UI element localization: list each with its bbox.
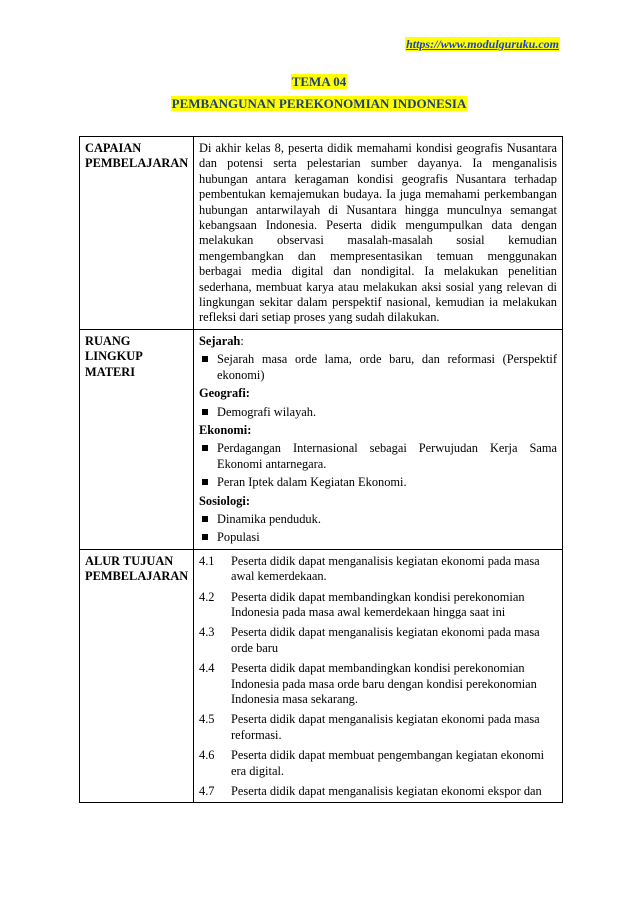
list-item: 4.4 Peserta didik dapat membandingkan kondisi perekonomian Indonesia pada masa orde baru dengan kondisi perekonomian Indonesia masa sekarang. [199,661,537,706]
bullet-square-icon [202,534,208,540]
row-label-ruang-lingkup: RUANG LINGKUP MATERI [80,329,194,549]
table-row-capaian [80,137,563,330]
bullet-square-icon [202,356,208,362]
source-link[interactable]: https://www.modulguruku.com [406,37,559,51]
ekonomi-heading: Ekonomi: [199,422,252,437]
curriculum-table [79,136,563,803]
bullet-square-icon [202,516,208,522]
list-item: 4.7 Peserta didik dapat menganalisis kegiatan ekonomi ekspor dan [199,784,542,799]
geografi-list [199,405,557,420]
list-item: 4.6 Peserta didik dapat membuat pengembangan kegiatan ekonomi era digital. [199,748,545,778]
bullet-square-icon [202,479,208,485]
theme-title: PEMBANGUNAN PEREKONOMIAN INDONESIA [171,96,467,111]
list-item: 4.5 Peserta didik dapat menganalisis kegiatan ekonomi pada masa reformasi. [199,712,540,742]
theme-number: TEMA 04 [291,74,347,89]
list-item: Demografi wilayah. [199,405,557,420]
table-row-alur-tujuan [80,549,563,803]
table-row-ruang-lingkup [80,329,563,549]
ekonomi-list [199,441,557,490]
alur-tujuan-list [199,554,557,800]
list-item: 4.3 Peserta didik dapat menganalisis kegiatan ekonomi pada masa orde baru [199,625,540,655]
list-item: Perdagangan Internasional sebagai Perwujudan Kerja Sama Ekonomi antarnegara. [199,441,557,472]
capaian-text: Di akhir kelas 8, peserta didik memahami kondisi geografis Nusantara dan potensi serta pelestarian sumber dayanya. Ia menganalisis hubungan antara keragaman kondisi geografis Nusantara terhadap pembentukan kemajemukan budaya. Ia juga memahami perkembangan hubungan antarwilayah di Nusantara hingga munculnya semangat kebangsaan Indonesia. Peserta didik mengumpulkan data dengan melakukan observasi masalah-masalah sosial kemudian mengembangkan dan mempresentasikan temuan menggunakan berbagai media digital dan nondigital. Ia melakukan penelitian sederhana, membuat karya atau melakukan aksi sosial yang relevan di lingkungan sekitar dalam perspektif nasional, kemudian ia melakukan refleksi dari setiap proses yang sudah dilakukan. [194,137,563,330]
bullet-square-icon [202,445,208,451]
sosiologi-heading: Sosiologi: [199,493,250,508]
geografi-heading: Geografi: [199,386,250,401]
sejarah-heading: Sejarah: [199,333,244,348]
ruang-lingkup-content [194,329,563,549]
list-item: Dinamika penduduk. [199,512,557,527]
list-item: Peran Iptek dalam Kegiatan Ekonomi. [199,475,557,490]
list-item: 4.1 Peserta didik dapat menganalisis kegiatan ekonomi pada masa awal kemerdekaan. [199,553,540,584]
sosiologi-list [199,512,557,546]
alur-tujuan-content [194,549,563,803]
sejarah-list [199,352,557,383]
list-item: Sejarah masa orde lama, orde baru, dan reformasi (Perspektif ekonomi) [199,352,557,383]
bullet-square-icon [202,409,208,415]
list-item: Populasi [199,530,557,545]
list-item: 4.2 Peserta didik dapat membandingkan kondisi perekonomian Indonesia pada masa awal kemerdekaan hingga saat ini [199,589,525,619]
row-label-alur-tujuan: ALUR TUJUAN PEMBELAJARAN [80,549,194,803]
row-label-capaian: CAPAIAN PEMBELAJARAN [80,137,194,330]
